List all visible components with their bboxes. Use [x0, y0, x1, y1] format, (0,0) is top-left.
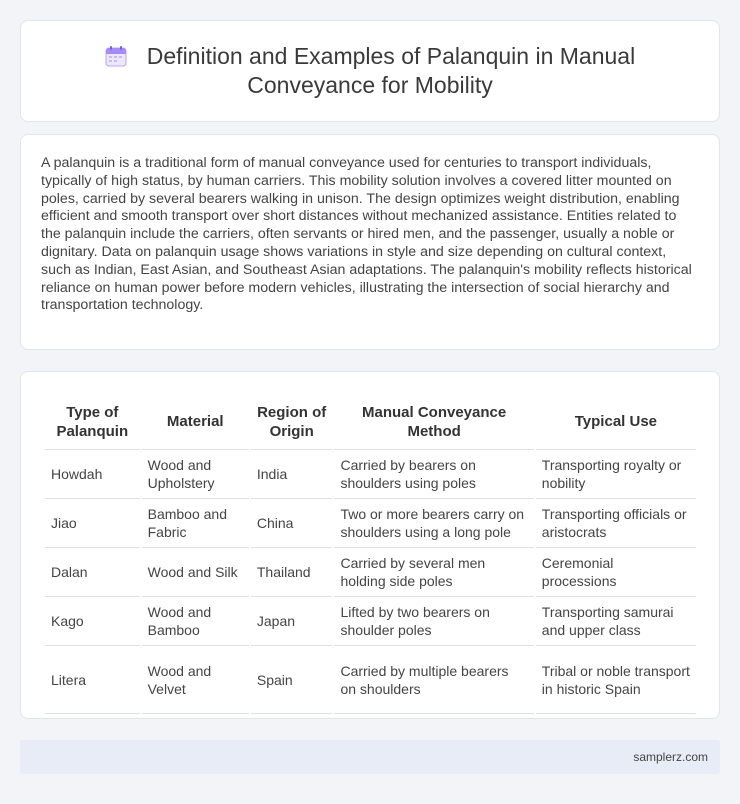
- cell-method: Carried by multiple bearers on shoulders: [334, 646, 533, 714]
- cell-region: Thailand: [251, 548, 333, 597]
- header-method: Manual Conveyance Method: [334, 392, 533, 450]
- cell-material: Wood and Silk: [142, 548, 249, 597]
- footer-site-link[interactable]: samplerz.com: [633, 750, 708, 764]
- table-row: [45, 499, 696, 548]
- cell-type: Howdah: [45, 450, 140, 499]
- page-title-wrap: [61, 42, 679, 100]
- cell-method: Carried by bearers on shoulders using poles: [334, 450, 533, 499]
- footer-bar: [20, 740, 720, 774]
- cell-use: Transporting officials or aristocrats: [536, 499, 696, 548]
- cell-method: Two or more bearers carry on shoulders using a long pole: [334, 499, 533, 548]
- header-region: Region of Origin: [251, 392, 333, 450]
- cell-material: Wood and Velvet: [142, 646, 249, 714]
- intro-paragraph: A palanquin is a traditional form of manual conveyance used for centuries to transport individuals, typically of high status, by human carriers. This mobility solution involves a covered litter mounted on poles, carried by several bearers walking in unison. The design optimizes weight distribution, enabling efficient and smooth transport over short distances without mechanized assistance. Entities related to the palanquin include the carriers, often servants or hired men, and the passenger, usually a noble or dignitary. Data on palanquin usage shows variations in style and size depending on cultural context, such as Indian, East Asian, and Southeast Asian adaptations. The palanquin's mobility reflects historical reliance on human power before modern vehicles, illustrating the intersection of social hierarchy and transportation technology.: [41, 155, 692, 314]
- cell-type: Litera: [45, 646, 140, 714]
- table-header-row: [45, 392, 696, 450]
- table-row: [45, 646, 696, 714]
- cell-type: Jiao: [45, 499, 140, 548]
- title-card: [20, 20, 720, 122]
- table-row: [45, 597, 696, 646]
- cell-type: Kago: [45, 597, 140, 646]
- cell-region: Spain: [251, 646, 333, 714]
- cell-type: Dalan: [45, 548, 140, 597]
- cell-use: Tribal or noble transport in historic Spain: [536, 646, 696, 714]
- cell-use: Transporting royalty or nobility: [536, 450, 696, 499]
- table-row: [45, 548, 696, 597]
- cell-region: Japan: [251, 597, 333, 646]
- cell-use: Transporting samurai and upper class: [536, 597, 696, 646]
- header-material: Material: [142, 392, 249, 450]
- cell-material: Wood and Bamboo: [142, 597, 249, 646]
- cell-use: Ceremonial processions: [536, 548, 696, 597]
- page-title: Definition and Examples of Palanquin in Manual Conveyance for Mobility: [146, 43, 636, 98]
- calendar-icon: [105, 45, 127, 67]
- table-row: [45, 450, 696, 499]
- cell-method: Carried by several men holding side poles: [334, 548, 533, 597]
- intro-card: [20, 134, 720, 350]
- cell-material: Wood and Upholstery: [142, 450, 249, 499]
- header-type: Type of Palanquin: [45, 392, 140, 450]
- palanquin-table: [43, 392, 698, 714]
- header-use: Typical Use: [536, 392, 696, 450]
- cell-method: Lifted by two bearers on shoulder poles: [334, 597, 533, 646]
- table-card: [20, 371, 720, 719]
- cell-region: India: [251, 450, 333, 499]
- cell-material: Bamboo and Fabric: [142, 499, 249, 548]
- cell-region: China: [251, 499, 333, 548]
